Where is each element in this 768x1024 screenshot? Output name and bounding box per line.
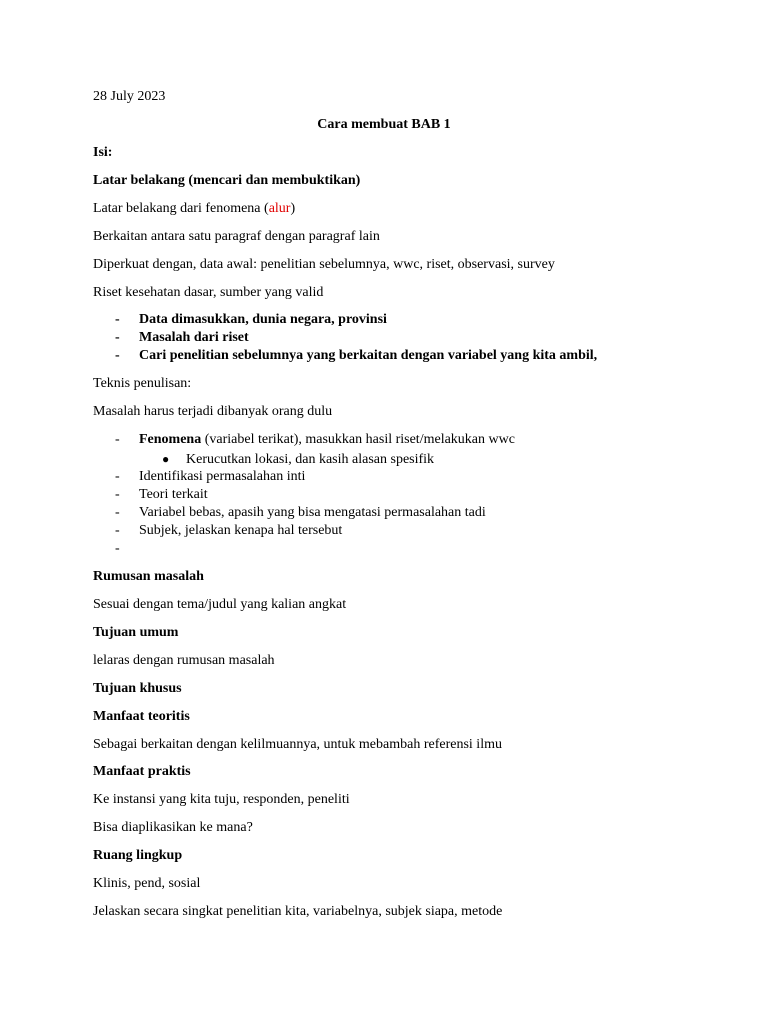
- paragraph-diperkuat: Diperkuat dengan, data awal: penelitian sebelumnya, wwc, riset, observasi, survey: [93, 257, 555, 272]
- manfaat-praktis-text-1: Ke instansi yang kita tuju, responden, peneliti: [93, 792, 350, 807]
- dash-marker: -: [115, 469, 120, 484]
- tujuan-umum-heading: Tujuan umum: [93, 625, 179, 640]
- dash-marker: -: [115, 541, 120, 556]
- list-item-text: Teori terkait: [139, 487, 208, 502]
- manfaat-teoritis-text: Sebagai berkaitan dengan kelilmuannya, untuk mebambah referensi ilmu: [93, 737, 502, 752]
- dash-marker: -: [115, 523, 120, 538]
- list-item: [115, 522, 342, 540]
- dash-marker: -: [115, 505, 120, 520]
- list-item-text: Identifikasi permasalahan inti: [139, 469, 306, 484]
- paragraph-berkaitan: Berkaitan antara satu paragraf dengan paragraf lain: [93, 229, 380, 244]
- latar-line-prefix: Latar belakang dari fenomena (: [93, 201, 269, 216]
- latar-line-suffix: ): [290, 201, 296, 216]
- list-item: [115, 504, 486, 522]
- rumusan-masalah-heading: Rumusan masalah: [93, 569, 204, 584]
- tujuan-umum-text: lelaras dengan rumusan masalah: [93, 653, 275, 668]
- list-item-text: Subjek, jelaskan kenapa hal tersebut: [139, 523, 343, 538]
- latar-belakang-line: [93, 200, 295, 218]
- paragraph-riset: Riset kesehatan dasar, sumber yang valid: [93, 285, 324, 300]
- list-item: [115, 486, 208, 504]
- document-title: Cara membuat BAB 1: [317, 117, 451, 132]
- alur-highlight: alur: [268, 201, 291, 216]
- rumusan-masalah-text: Sesuai dengan tema/judul yang kalian angkat: [93, 597, 347, 612]
- list-item-text: Cari penelitian sebelumnya yang berkaitan dengan variabel yang kita ambil,: [139, 348, 598, 363]
- list-item: [115, 468, 305, 486]
- list-item: [115, 540, 139, 558]
- sub-bullet-text: Kerucutkan lokasi, dan kasih alasan spesifik: [186, 452, 435, 467]
- teknis-heading: Teknis penulisan:: [93, 376, 192, 391]
- dash-marker: -: [115, 487, 120, 502]
- dash-marker: -: [115, 432, 120, 447]
- list-item-fenomena: [115, 431, 515, 449]
- list-item: [115, 311, 387, 329]
- list-item-text: Variabel bebas, apasih yang bisa mengatasi permasalahan tadi: [139, 505, 486, 520]
- paragraph-masalah-harus: Masalah harus terjadi dibanyak orang dulu: [93, 404, 333, 419]
- list-item-text: Data dimasukkan, dunia negara, provinsi: [139, 312, 387, 327]
- fenomena-description: (variabel terikat), masukkan hasil riset/melakukan wwc: [201, 432, 515, 447]
- ruang-lingkup-text-2: Jelaskan secara singkat penelitian kita, variabelnya, subjek siapa, metode: [93, 904, 503, 919]
- dash-marker: -: [115, 312, 120, 327]
- ruang-lingkup-heading: Ruang lingkup: [93, 848, 183, 863]
- sub-bullet-item: [162, 450, 434, 469]
- manfaat-praktis-text-2: Bisa diaplikasikan ke mana?: [93, 820, 253, 835]
- list-item-text: Masalah dari riset: [139, 330, 249, 345]
- document-date: 28 July 2023: [93, 89, 166, 104]
- ruang-lingkup-text-1: Klinis, pend, sosial: [93, 876, 201, 891]
- isi-heading: Isi:: [93, 145, 113, 160]
- bullet-icon: ●: [162, 452, 170, 466]
- list-item: [115, 347, 597, 365]
- manfaat-teoritis-heading: Manfaat teoritis: [93, 709, 190, 724]
- fenomena-label: Fenomena: [139, 432, 202, 447]
- dash-marker: -: [115, 330, 120, 345]
- latar-belakang-heading: Latar belakang (mencari dan membuktikan): [93, 173, 361, 188]
- manfaat-praktis-heading: Manfaat praktis: [93, 764, 191, 779]
- dash-marker: -: [115, 348, 120, 363]
- tujuan-khusus-heading: Tujuan khusus: [93, 681, 182, 696]
- list-item: [115, 329, 249, 347]
